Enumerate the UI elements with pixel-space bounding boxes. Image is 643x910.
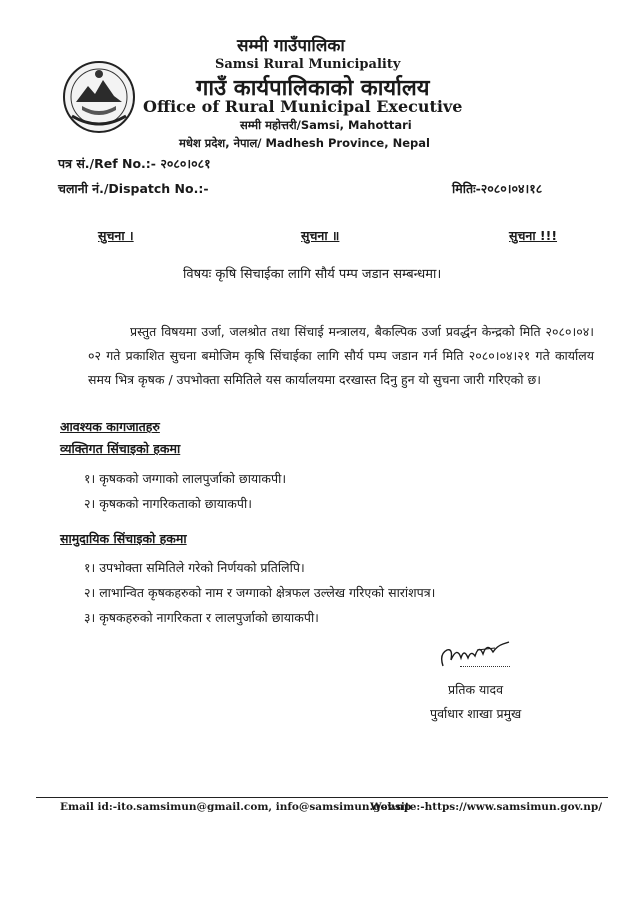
municipality-name-np: सम्मी गाउँपालिका: [237, 36, 345, 56]
footer-email: Email id:-ito.samsimun@gmail.com, info@samsimun.gov.np: [60, 801, 412, 813]
letter-date: मितिः-२०८०।०४।१८: [452, 181, 543, 196]
subject-line: विषयः कृषि सिचाईका लागि सौर्य पम्प जडान सम्बन्धमा।: [183, 267, 442, 282]
ref-number: पत्र सं./Ref No.:- २०८०।०८१: [58, 156, 211, 171]
community-irrigation-heading: सामुदायिक सिंचाइको हकमा: [60, 531, 187, 546]
list-item: ३। कृषकहरुको नागरिकता र लालपुर्जाको छायाकपी।: [84, 610, 319, 625]
footer-website: Website:-https://www.samsimun.gov.np/: [370, 801, 603, 813]
list-item: १। उपभोक्ता समितिले गरेको निर्णयको प्रतिलिपि।: [84, 560, 305, 575]
office-name-en: Office of Rural Municipal Executive: [143, 97, 463, 116]
documents-heading: आवश्यक कागजातहरु: [60, 419, 160, 434]
notice-label-2: सुचना ॥: [301, 228, 340, 243]
notice-label-3: सुचना !!!: [509, 228, 558, 243]
office-name-np: गाउँ कार्यपालिकाको कार्यालय: [196, 76, 430, 101]
body-paragraph: प्रस्तुत विषयमा उर्जा, जलश्रोत तथा सिंचाई मन्त्रालय, बैकल्पिक उर्जा प्रवर्द्धन केन्द्रको मिति २०८०।०४।०२ गते प्रकाशित सुचना बमोजिम कृषि सिंचाईका लागि सौर्य पम्प जडान गर्न मिति २०८०।०४।२१ गते कार्यालय समय भित्र कृषक / उपभोक्ता समितिले यस कार्यालयमा दरखास्त दिनु हुन यो सुचना जारी गरिएको छ।: [88, 324, 594, 387]
municipality-name-en: Samsi Rural Municipality: [215, 57, 401, 72]
notice-label-1: सुचना ।: [98, 228, 134, 243]
signatory-name: प्रतिक यादव: [448, 682, 504, 697]
signature-line: [460, 666, 510, 667]
location-line: सम्मी महोत्तरी/Samsi, Mahottari: [240, 118, 412, 132]
list-item: २। कृषकको नागरिकताको छायाकपी।: [84, 496, 252, 511]
individual-irrigation-heading: व्यक्तिगत सिंचाइको हकमा: [60, 441, 181, 456]
list-item: २। लाभान्वित कृषकहरुको नाम र जग्गाको क्षेत्रफल उल्लेख गरिएको सारांशपत्र।: [84, 585, 436, 600]
province-line: मधेश प्रदेश, नेपाल/ Madhesh Province, Nepal: [179, 136, 430, 150]
nepal-emblem-icon: [62, 60, 136, 134]
footer-rule: [36, 797, 608, 798]
dispatch-number: चलानी नं./Dispatch No.:-: [58, 181, 209, 196]
signature-icon: [437, 636, 517, 674]
list-item: १। कृषकको जग्गाको लालपुर्जाको छायाकपी।: [84, 471, 287, 486]
signatory-title: पुर्वाधार शाखा प्रमुख: [430, 706, 522, 721]
